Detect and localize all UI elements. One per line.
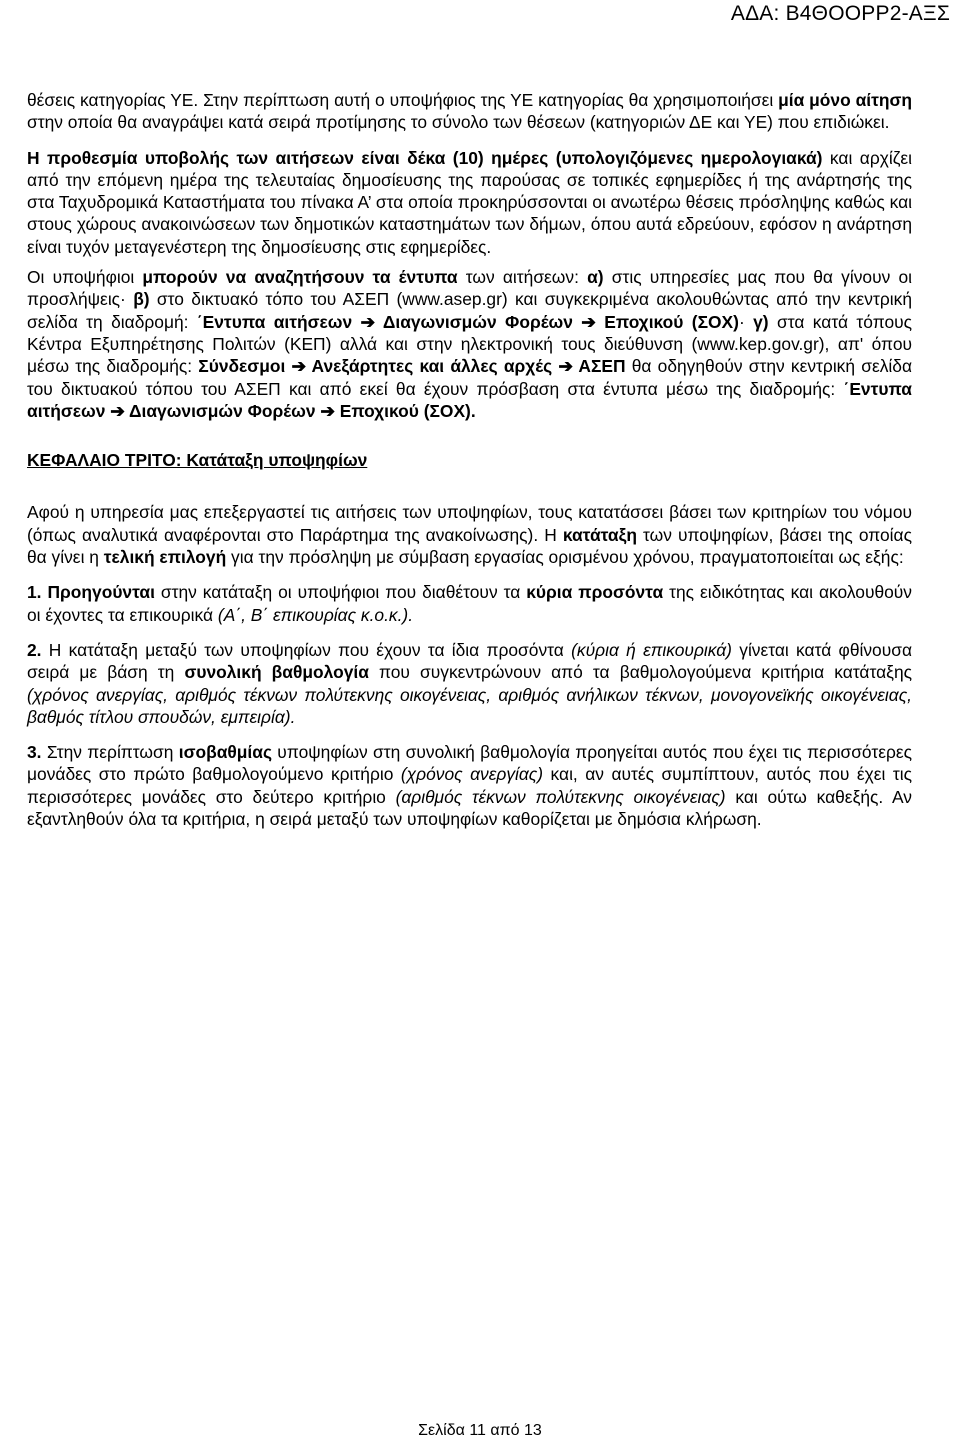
document-body <box>27 89 912 830</box>
paragraph-application-forms: Οι υποψήφιοι μπορούν να αναζητήσουν τα έντυπα των αιτήσεων: α) στις υπηρεσίες μας που θα γίνουν οι προσλήψεις· β) στο δικτυακό τόπο του ΑΣΕΠ (www.asep.gr) και συγκεκριμένα ακολουθώντας από την κεντρική σελίδα τη διαδρομή: ΄Εντυπα αιτήσεων ➔ Διαγωνισμών Φορέων ➔ Εποχικού (ΣΟΧ)· γ) στα κατά τόπους Κέντρα Εξυπηρέτησης Πολιτών (ΚΕΠ) αλλά και στην ηλεκτρονική τους διεύθυνση (www.kep.gov.gr), απ' όπου μέσω της διαδρομής: Σύνδεσμοι ➔ Ανεξάρτητες και άλλες αρχές ➔ ΑΣΕΠ θα οδηγηθούν στην κεντρική σελίδα του δικτυακού τόπου του ΑΣΕΠ και από εκεί θα έχουν πρόσβαση στα έντυπα μέσω της διαδρομής: ΄Εντυπα αιτήσεων ➔ Διαγωνισμών Φορέων ➔ Εποχικού (ΣΟΧ). <box>27 267 913 421</box>
page-number: Σελίδα 11 από 13 <box>418 1422 542 1439</box>
ranking-rule-2: 2. Η κατάταξη μεταξύ των υποψηφίων που έχουν τα ίδια προσόντα (κύρια ή επικουρικά) γίνεται κατά φθίνουσα σειρά με βάση τη συνολική βαθμολογία που συγκεντρώνουν από τα βαθμολογούμενα κριτήρια κατάταξης (χρόνος ανεργίας, αριθμός τέκνων πολύτεκνης οικογένειας, αριθμός ανήλικων τέκνων, μονογονεϊκής οικογένειας, βαθμός τίτλου σπουδών, εμπειρία). <box>27 639 913 727</box>
chapter-title: ΚΕΦΑΛΑΙΟ ΤΡΙΤΟ: Κατάταξη υποψηφίων <box>27 450 368 471</box>
paragraph-deadline: Η προθεσμία υποβολής των αιτήσεων είναι δέκα (10) ημέρες (υπολογιζόμενες ημερολογιακά) και αρχίζει από την επόμενη ημέρα της τελευταίας δημοσίευσης της παρούσας σε τοπικές εφημερίδες ή της ανάρτησής της στα Ταχυδρομικά Καταστήματα του πίνακα Α’ στα οποία προκηρύσσονται οι ανωτέρω θέσεις πρόσληψης καθώς και στους χώρους ανακοινώσεων των δημοτικών καταστημάτων των δήμων, όπου αυτά εδρεύουν, εφόσον η ανάρτηση είναι τυχόν μεταγενέστερη της δημοσίευσης στις εφημερίδες. <box>27 147 912 257</box>
ranking-rule-1: 1. Προηγούνται στην κατάταξη οι υποψήφιοι που διαθέτουν τα κύρια προσόντα της ειδικότητας και ακολουθούν οι έχοντες τα επικουρικά (Α΄, Β΄ επικουρίας κ.ο.κ.). <box>27 582 913 625</box>
paragraph-single-application: θέσεις κατηγορίας ΥΕ. Στην περίπτωση αυτή ο υποψήφιος της ΥΕ κατηγορίας θα χρησιμοποιήσει μία μόνο αίτηση στην οποία θα αναγράψει κατά σειρά προτίμησης το σύνολο των θέσεων (κατηγοριών ΔΕ και ΥΕ) που επιδιώκει. <box>27 90 913 133</box>
ranking-rule-3: 3. Στην περίπτωση ισοβαθμίας υποψηφίων στη συνολική βαθμολογία προηγείται αυτός που έχει τις περισσότερες μονάδες στο πρώτο βαθμολογούμενο κριτήριο (χρόνος ανεργίας) και, αν αυτές συμπίπτουν, αυτός που έχει τις περισσότερες μονάδες στο δεύτερο κριτήριο (αριθμός τέκνων πολύτεκνης οικογένειας) και ούτω καθεξής. Αν εξαντληθούν όλα τα κριτήρια, η σειρά μεταξύ των υποψηφίων καθορίζεται με δημόσια κλήρωση. <box>27 742 912 830</box>
document-ada-code: ΑΔΑ: Β4ΘΟΟΡΡ2-ΑΞΣ <box>730 2 950 25</box>
paragraph-ranking-intro: Αφού η υπηρεσία μας επεξεργαστεί τις αιτήσεις των υποψηφίων, τους κατατάσσει βάσει των κριτηρίων του νόμου (όπως αναλυτικά αναφέρονται στο Παράρτημα της ανακοίνωσης). Η κατάταξη των υποψηφίων, βάσει της οποίας θα γίνει η τελική επιλογή για την πρόσληψη με σύμβαση εργασίας ορισμένου χρόνου, πραγματοποιείται ως εξής: <box>27 502 912 568</box>
